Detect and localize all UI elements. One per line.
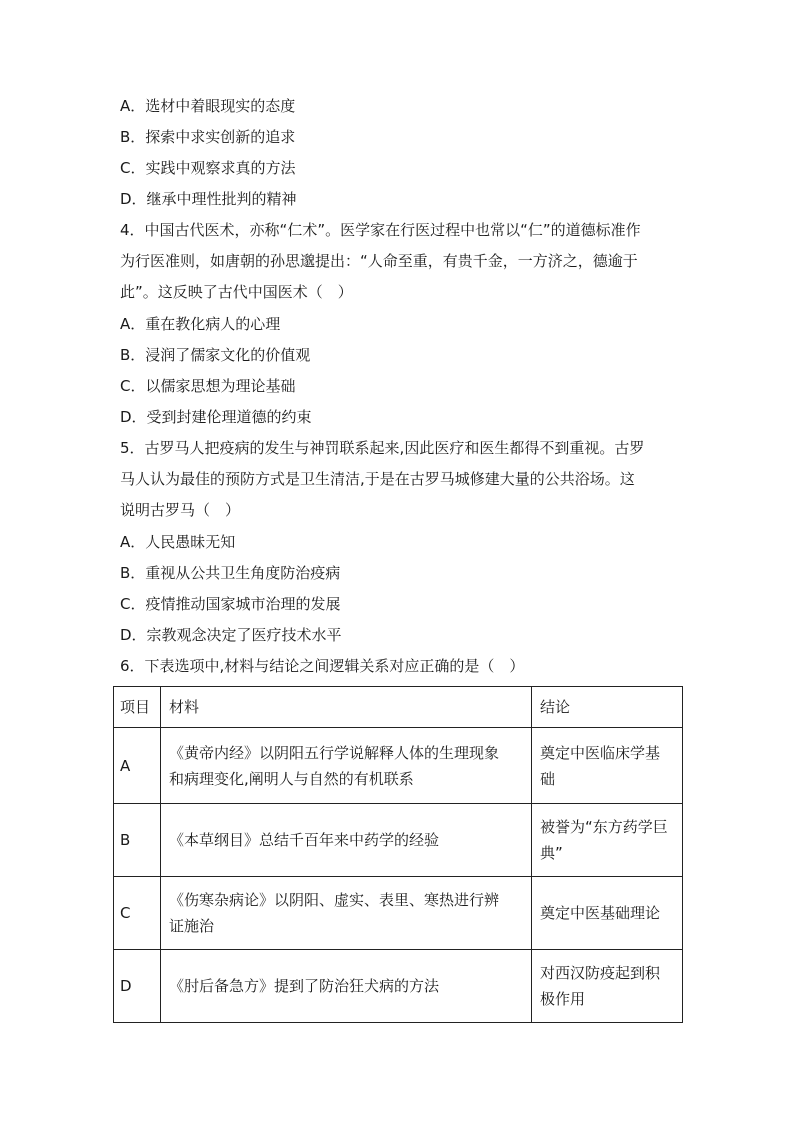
table-row bbox=[114, 950, 683, 1023]
row-conclusion: 奠定中医临床学基 础 bbox=[532, 728, 683, 804]
row-item: A bbox=[114, 728, 161, 804]
row-material: 《黄帝内经》以阴阳五行学说解释人体的生理现象 和病理变化,阐明人与自然的有机联系 bbox=[161, 728, 532, 804]
row-conclusion: 被誉为“东方药学巨 典” bbox=[532, 804, 683, 877]
row-material: 《伤寒杂病论》以阴阳、虚实、表里、寒热进行辨 证施治 bbox=[161, 877, 532, 950]
header-item: 项目 bbox=[114, 687, 161, 728]
row-material: 《肘后备急方》提到了防治狂犬病的方法 bbox=[161, 950, 532, 1023]
row-item: D bbox=[114, 950, 161, 1023]
header-material: 材料 bbox=[161, 687, 532, 728]
q4-stem-line: 为行医准则，如唐朝的孙思邈提出：“人命至重，有贵千金，一方济之，德逾于 bbox=[120, 252, 638, 270]
q4-stem-line: 此”。这反映了古代中国医术（ ） bbox=[120, 283, 353, 301]
table-row bbox=[114, 728, 683, 804]
q4-option-b: B．浸润了儒家文化的价值观 bbox=[120, 346, 311, 364]
table-row bbox=[114, 877, 683, 950]
q5-option-d: D．宗教观念决定了医疗技术水平 bbox=[120, 626, 342, 644]
q3-option-c: C．实践中观察求真的方法 bbox=[120, 159, 296, 177]
q5-stem-line: 5．古罗马人把疫病的发生与神罚联系起来,因此医疗和医生都得不到重视。古罗 bbox=[120, 439, 645, 457]
q3-option-b: B．探索中求实创新的追求 bbox=[120, 128, 296, 146]
q5-option-c: C．疫情推动国家城市治理的发展 bbox=[120, 595, 341, 613]
q5-option-b: B．重视从公共卫生角度防治疫病 bbox=[120, 564, 341, 582]
row-item: B bbox=[114, 804, 161, 877]
row-material: 《本草纲目》总结千百年来中药学的经验 bbox=[161, 804, 532, 877]
q5-option-a: A．人民愚昧无知 bbox=[120, 533, 236, 551]
q4-option-c: C．以儒家思想为理论基础 bbox=[120, 377, 296, 395]
q6-stem: 6．下表选项中,材料与结论之间逻辑关系对应正确的是（ ） bbox=[120, 657, 525, 675]
row-conclusion: 奠定中医基础理论 bbox=[532, 877, 683, 950]
row-item: C bbox=[114, 877, 161, 950]
table-row bbox=[114, 804, 683, 877]
q6-table bbox=[113, 686, 683, 1023]
q3-option-d: D．继承中理性批判的精神 bbox=[120, 190, 297, 208]
header-conclusion: 结论 bbox=[532, 687, 683, 728]
q5-stem-line: 说明古罗马（ ） bbox=[120, 501, 241, 519]
q4-stem-line: 4．中国古代医术，亦称“仁术”。医学家在行医过程中也常以“仁”的道德标准作 bbox=[120, 221, 641, 239]
table-header-row bbox=[114, 687, 683, 728]
q5-stem-line: 马人认为最佳的预防方式是卫生清洁,于是在古罗马城修建大量的公共浴场。这 bbox=[120, 470, 635, 488]
q3-option-a: A．选材中着眼现实的态度 bbox=[120, 97, 296, 115]
q4-option-d: D．受到封建伦理道德的约束 bbox=[120, 408, 312, 426]
row-conclusion: 对西汉防疫起到积 极作用 bbox=[532, 950, 683, 1023]
q4-option-a: A．重在教化病人的心理 bbox=[120, 315, 281, 333]
